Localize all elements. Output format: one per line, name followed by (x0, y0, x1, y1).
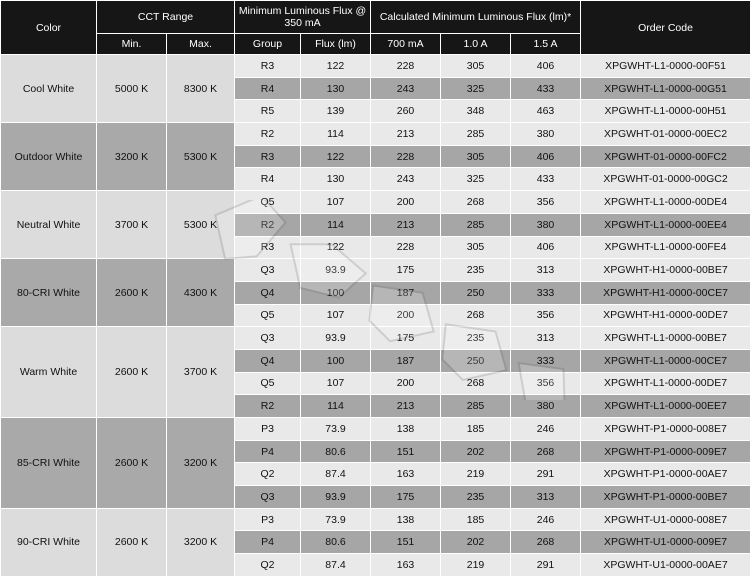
group-cell: Q3 (235, 327, 301, 350)
flux-cell: 122 (301, 55, 371, 78)
flux-cell: 107 (301, 191, 371, 214)
group-cell: Q5 (235, 191, 301, 214)
group-cell: R2 (235, 395, 301, 418)
700ma-cell: 243 (371, 77, 441, 100)
header-cct-min: Min. (97, 34, 167, 55)
flux-cell: 80.6 (301, 440, 371, 463)
group-cell: R3 (235, 145, 301, 168)
700ma-cell: 138 (371, 418, 441, 441)
cct-min-cell: 3700 K (97, 191, 167, 259)
color-group (1, 508, 750, 576)
flux-cell: 139 (301, 100, 371, 123)
order-code-cell: XPGWHT-P1-0000-009E7 (581, 440, 750, 463)
700ma-cell: 200 (371, 372, 441, 395)
1a-cell: 325 (441, 168, 511, 191)
700ma-cell: 213 (371, 395, 441, 418)
header-order-code: Order Code (581, 1, 750, 55)
flux-cell: 87.4 (301, 463, 371, 486)
1-5a-cell: 433 (511, 77, 581, 100)
color-cell: 90-CRI White (1, 508, 97, 576)
flux-cell: 100 (301, 349, 371, 372)
order-code-cell: XPGWHT-H1-0000-00DE7 (581, 304, 750, 327)
1-5a-cell: 406 (511, 145, 581, 168)
color-group (1, 123, 750, 191)
700ma-cell: 243 (371, 168, 441, 191)
color-group (1, 259, 750, 327)
1-5a-cell: 313 (511, 327, 581, 350)
group-cell: Q2 (235, 554, 301, 577)
color-group (1, 191, 750, 259)
header-calc-flux: Calculated Minimum Luminous Flux (lm)* (371, 1, 581, 34)
1-5a-cell: 268 (511, 440, 581, 463)
flux-cell: 87.4 (301, 554, 371, 577)
group-cell: Q5 (235, 372, 301, 395)
order-code-cell: XPGWHT-H1-0000-00CE7 (581, 281, 750, 304)
1a-cell: 305 (441, 236, 511, 259)
color-group (1, 327, 750, 418)
1a-cell: 185 (441, 508, 511, 531)
color-cell: Cool White (1, 55, 97, 123)
order-code-cell: XPGWHT-01-0000-00FC2 (581, 145, 750, 168)
1a-cell: 250 (441, 349, 511, 372)
flux-cell: 107 (301, 304, 371, 327)
order-code-cell: XPGWHT-L1-0000-00BE7 (581, 327, 750, 350)
700ma-cell: 187 (371, 281, 441, 304)
group-cell: P3 (235, 508, 301, 531)
group-cell: Q4 (235, 281, 301, 304)
1a-cell: 348 (441, 100, 511, 123)
700ma-cell: 175 (371, 486, 441, 509)
cct-min-cell: 2600 K (97, 327, 167, 418)
700ma-cell: 213 (371, 213, 441, 236)
1a-cell: 202 (441, 531, 511, 554)
order-code-cell: XPGWHT-L1-0000-00DE7 (581, 372, 750, 395)
cct-max-cell: 3200 K (167, 418, 235, 509)
1-5a-cell: 433 (511, 168, 581, 191)
order-code-cell: XPGWHT-L1-0000-00FE4 (581, 236, 750, 259)
table-row (1, 418, 750, 441)
1a-cell: 202 (441, 440, 511, 463)
group-cell: Q2 (235, 463, 301, 486)
header-1a: 1.0 A (441, 34, 511, 55)
flux-cell: 130 (301, 77, 371, 100)
cct-max-cell: 5300 K (167, 123, 235, 191)
group-cell: R3 (235, 55, 301, 78)
flux-cell: 93.9 (301, 486, 371, 509)
flux-cell: 114 (301, 123, 371, 146)
group-cell: P3 (235, 418, 301, 441)
table-header (1, 1, 750, 55)
700ma-cell: 138 (371, 508, 441, 531)
order-code-cell: XPGWHT-U1-0000-00AE7 (581, 554, 750, 577)
order-code-cell: XPGWHT-U1-0000-008E7 (581, 508, 750, 531)
1-5a-cell: 313 (511, 259, 581, 282)
cct-min-cell: 2600 K (97, 259, 167, 327)
order-code-cell: XPGWHT-L1-0000-00F51 (581, 55, 750, 78)
1-5a-cell: 356 (511, 304, 581, 327)
1-5a-cell: 406 (511, 55, 581, 78)
flux-cell: 114 (301, 395, 371, 418)
table-row (1, 508, 750, 531)
flux-cell: 73.9 (301, 418, 371, 441)
1-5a-cell: 380 (511, 123, 581, 146)
group-cell: R3 (235, 236, 301, 259)
cct-max-cell: 4300 K (167, 259, 235, 327)
1a-cell: 285 (441, 213, 511, 236)
order-code-cell: XPGWHT-H1-0000-00BE7 (581, 259, 750, 282)
1-5a-cell: 291 (511, 463, 581, 486)
1a-cell: 268 (441, 191, 511, 214)
color-cell: 80-CRI White (1, 259, 97, 327)
group-cell: R2 (235, 123, 301, 146)
1-5a-cell: 268 (511, 531, 581, 554)
cct-max-cell: 3200 K (167, 508, 235, 576)
1a-cell: 235 (441, 486, 511, 509)
order-code-cell: XPGWHT-P1-0000-008E7 (581, 418, 750, 441)
1a-cell: 268 (441, 372, 511, 395)
group-cell: Q4 (235, 349, 301, 372)
color-cell: Outdoor White (1, 123, 97, 191)
order-code-cell: XPGWHT-L1-0000-00G51 (581, 77, 750, 100)
700ma-cell: 213 (371, 123, 441, 146)
1-5a-cell: 333 (511, 349, 581, 372)
700ma-cell: 151 (371, 440, 441, 463)
group-cell: Q3 (235, 486, 301, 509)
1-5a-cell: 291 (511, 554, 581, 577)
header-cct-max: Max. (167, 34, 235, 55)
1a-cell: 305 (441, 55, 511, 78)
1a-cell: 219 (441, 554, 511, 577)
table-row (1, 327, 750, 350)
cct-min-cell: 2600 K (97, 418, 167, 509)
flux-cell: 114 (301, 213, 371, 236)
1a-cell: 219 (441, 463, 511, 486)
header-flux-lm: Flux (lm) (301, 34, 371, 55)
700ma-cell: 175 (371, 327, 441, 350)
table-row (1, 191, 750, 214)
order-code-cell: XPGWHT-L1-0000-00EE7 (581, 395, 750, 418)
700ma-cell: 200 (371, 304, 441, 327)
group-cell: P4 (235, 440, 301, 463)
color-cell: Neutral White (1, 191, 97, 259)
table-row (1, 259, 750, 282)
order-code-cell: XPGWHT-L1-0000-00CE7 (581, 349, 750, 372)
700ma-cell: 260 (371, 100, 441, 123)
1-5a-cell: 380 (511, 395, 581, 418)
header-min-flux: Minimum Luminous Flux @ 350 mA (235, 1, 371, 34)
flux-cell: 122 (301, 145, 371, 168)
flux-cell: 107 (301, 372, 371, 395)
flux-cell: 80.6 (301, 531, 371, 554)
group-cell: R2 (235, 213, 301, 236)
700ma-cell: 200 (371, 191, 441, 214)
1a-cell: 285 (441, 123, 511, 146)
1a-cell: 235 (441, 259, 511, 282)
header-color: Color (1, 1, 97, 55)
order-code-cell: XPGWHT-P1-0000-00BE7 (581, 486, 750, 509)
cct-max-cell: 5300 K (167, 191, 235, 259)
1-5a-cell: 333 (511, 281, 581, 304)
order-code-cell: XPGWHT-P1-0000-00AE7 (581, 463, 750, 486)
1-5a-cell: 356 (511, 372, 581, 395)
flux-cell: 73.9 (301, 508, 371, 531)
1a-cell: 250 (441, 281, 511, 304)
1-5a-cell: 380 (511, 213, 581, 236)
order-code-cell: XPGWHT-01-0000-00EC2 (581, 123, 750, 146)
group-cell: Q5 (235, 304, 301, 327)
color-cell: 85-CRI White (1, 418, 97, 509)
order-code-cell: XPGWHT-U1-0000-009E7 (581, 531, 750, 554)
700ma-cell: 163 (371, 554, 441, 577)
cct-min-cell: 2600 K (97, 508, 167, 576)
group-cell: R4 (235, 77, 301, 100)
700ma-cell: 228 (371, 145, 441, 168)
table-row (1, 55, 750, 78)
flux-cell: 93.9 (301, 259, 371, 282)
header-1-5a: 1.5 A (511, 34, 581, 55)
header-cct-range: CCT Range (97, 1, 235, 34)
group-cell: Q3 (235, 259, 301, 282)
700ma-cell: 163 (371, 463, 441, 486)
1a-cell: 185 (441, 418, 511, 441)
cct-min-cell: 3200 K (97, 123, 167, 191)
group-cell: P4 (235, 531, 301, 554)
header-group: Group (235, 34, 301, 55)
group-cell: R5 (235, 100, 301, 123)
1-5a-cell: 246 (511, 508, 581, 531)
header-700ma: 700 mA (371, 34, 441, 55)
table-row (1, 123, 750, 146)
color-cell: Warm White (1, 327, 97, 418)
flux-cell: 93.9 (301, 327, 371, 350)
1a-cell: 305 (441, 145, 511, 168)
1a-cell: 235 (441, 327, 511, 350)
1-5a-cell: 313 (511, 486, 581, 509)
order-code-cell: XPGWHT-L1-0000-00H51 (581, 100, 750, 123)
group-cell: R4 (235, 168, 301, 191)
flux-cell: 100 (301, 281, 371, 304)
cct-min-cell: 5000 K (97, 55, 167, 123)
color-group (1, 418, 750, 509)
700ma-cell: 228 (371, 236, 441, 259)
color-group (1, 55, 750, 123)
1a-cell: 325 (441, 77, 511, 100)
order-code-cell: XPGWHT-01-0000-00GC2 (581, 168, 750, 191)
flux-cell: 130 (301, 168, 371, 191)
order-code-cell: XPGWHT-L1-0000-00EE4 (581, 213, 750, 236)
cct-max-cell: 3700 K (167, 327, 235, 418)
1-5a-cell: 246 (511, 418, 581, 441)
700ma-cell: 228 (371, 55, 441, 78)
flux-cell: 122 (301, 236, 371, 259)
cct-max-cell: 8300 K (167, 55, 235, 123)
1-5a-cell: 356 (511, 191, 581, 214)
1-5a-cell: 463 (511, 100, 581, 123)
700ma-cell: 151 (371, 531, 441, 554)
1a-cell: 285 (441, 395, 511, 418)
700ma-cell: 187 (371, 349, 441, 372)
700ma-cell: 175 (371, 259, 441, 282)
1a-cell: 268 (441, 304, 511, 327)
1-5a-cell: 406 (511, 236, 581, 259)
order-code-cell: XPGWHT-L1-0000-00DE4 (581, 191, 750, 214)
